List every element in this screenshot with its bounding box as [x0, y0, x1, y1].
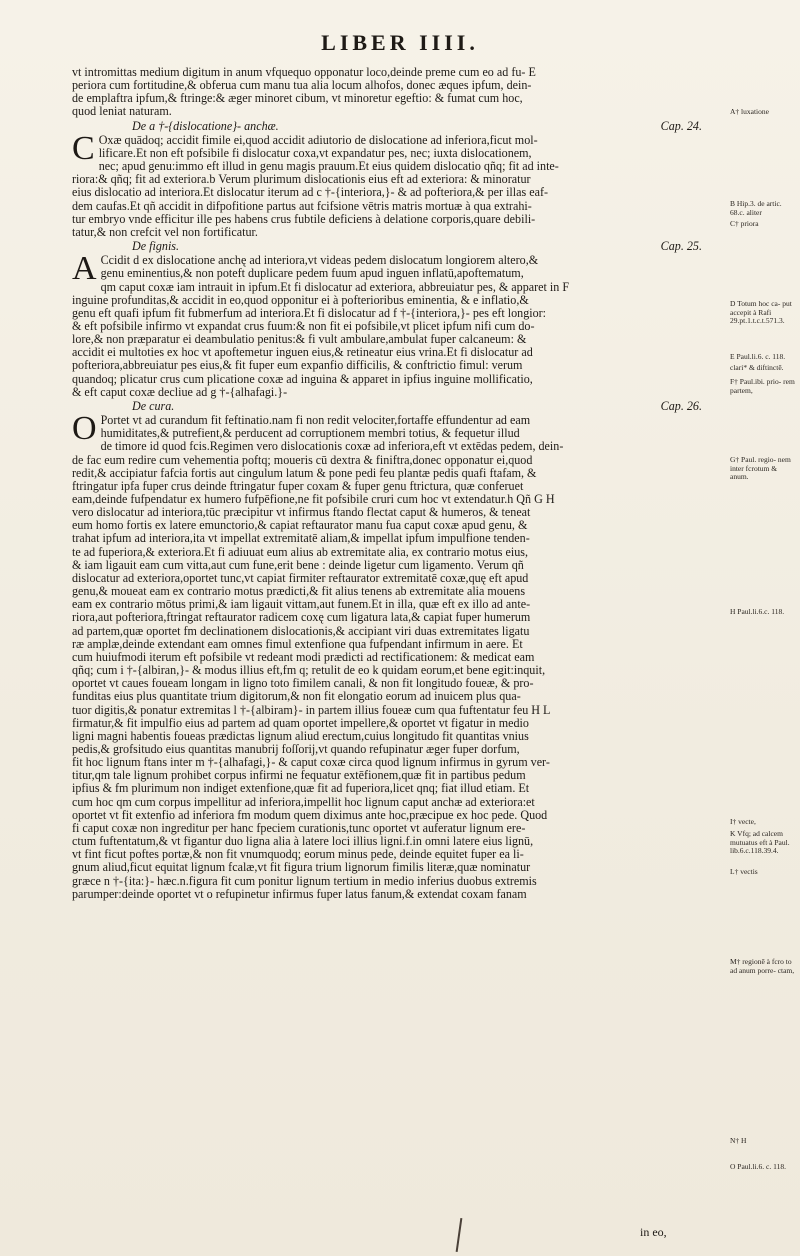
text-line: gnum aliud,ficut equitat lignum fcalæ,vt fit figura trium lignorum fimilis literæ,quæ nominatur: [72, 861, 531, 875]
text-line: eam,deinde fufpendatur ex humero fufpēfione,ne fit pofsibile cruri cum hoc vt extendatur.h Qñ G H: [72, 493, 555, 506]
text-line: fit hoc lignum ftans inter m †-{alhafagi,}- & caput coxæ circa quod lignum infirmus in gyrum ver-: [72, 756, 550, 770]
chapter-number: Cap. 26.: [660, 398, 702, 413]
text-line: riora:& qñq; fit ad exteriora.b Verum plurimum dislocationis eius eft ad exteriora: & minoratur: [72, 173, 531, 187]
text-line: dislocatur ad exteriora,oportet tunc,vt capiat firmiter reftaurator extremitatē coxæ,quę eft apud: [72, 571, 529, 585]
main-text-block: [72, 66, 720, 901]
catchword: in eo,: [640, 1225, 667, 1239]
text-line: eum homo fortis ex latere emunctorio,& capiat reftaurator manu fua caput coxæ apud genu, &: [72, 519, 528, 533]
text-line: pofteriora,abbreuiatur pes eius,& fit fuper eum expanfio difficilis, & conftrictio fimul: verum: [72, 359, 523, 373]
text-line: oportet vt fit extenfio ad inferiora fm modum quem diximus ante hoc,præcipue ex hoc pede. Quod: [72, 808, 548, 822]
text-line: te ad fuperiora,& exteriora.Et fi adiuuat eum alius ab extremitate alia, ex contrario motus eius,: [72, 545, 529, 559]
text-line: genu eft quafi ipfum fit fubmerfum ad interiora.Et fi dislocatur ad f †-{interiora,}- pes eft longior:: [72, 306, 547, 320]
drop-cap: A: [72, 250, 97, 288]
margin-note: D Totum hoc ca- put accepit à Rafi 29.pt.1.t.c.t.571.3.: [730, 299, 792, 325]
text-line: tur embryo vnde efficitur ille pes habens crus fubtile deficiens à delatione corporis,quare debili-: [72, 212, 536, 226]
chapter-number: Cap. 24.: [660, 118, 702, 133]
running-header: LIBER IIII.: [321, 30, 479, 55]
chapter-26-text: [72, 410, 720, 901]
drop-cap: O: [72, 410, 97, 448]
margin-note: clari* & diftinctē.: [730, 363, 784, 372]
text-line: inguine profunditas,& accidit in eo,quod opponitur ei à pofterioribus eminentia, & e inflatio,&: [72, 293, 529, 307]
margin-note: H Paul.li.6.c. 118.: [730, 607, 785, 616]
text-line: Ccidit d ex dislocatione anchę ad interiora,vt videas pedem dislocatum longiorem altero,&: [100, 254, 539, 268]
text-line: humiditates,& putrefient,& perducent ad corruptionem membri totius, & fequetur illud: [100, 427, 520, 441]
text-line: nec; apud genu:immo eft illud in genu magis prauum.Et eius quidem dislocatio qñq; fit ad inte-: [98, 160, 559, 174]
text-line: pedis,& grofsitudo eius quantitas manubrij foſſorij,vt quando refupinatur æger fuper dorfum,: [72, 742, 520, 756]
text-line: riora,aut pofteriora,ftringat reftaurator radicem coxę cum ligatura lata,& capiat fuper humerum: [72, 611, 531, 625]
chapter-title: De fignis.: [132, 239, 180, 254]
text-line: oportet vt caues foueam longam in ligno toto fimilem canali, & non fit longitudo foueæ, & pro-: [72, 677, 534, 691]
text-line: accidit ei multoties ex hoc vt apoftemetur inguen eius,& retineatur eius vrina.Et fi dislocatur ad: [72, 346, 533, 360]
margin-note: C† priora: [730, 219, 759, 228]
margin-note: F† Paul.ibi. prio- rem partem,: [730, 377, 795, 395]
text-line: qm caput coxæ iam intrauit in ipfum.Et fi dislocatur ad exteriora, abbreuiatur pes, & apparet in F: [100, 280, 570, 294]
bookmark-ribbon: [456, 1218, 463, 1252]
margin-note: A† luxatione: [730, 107, 769, 116]
margin-note: E Paul.li.6. c. 118.: [730, 352, 786, 361]
text-line: Oxæ quādoq; accidit fimile ei,quod accidit adiutorio de dislocatione ad inferiora,ficut mol-: [98, 133, 538, 147]
text-line: dem caufas.Et qñ accidit in difpofitione partus aut fcifsione vētris matris mortuæ à qua extrahi-: [72, 199, 532, 213]
text-line: Portet vt ad curandum fit feftinatio.nam fi non redit velociter,fortaffe effundentur ad eam: [100, 414, 531, 428]
text-line: de timore id quod fcis.Regimen vero dislocationis coxæ ad inferiora,eft vt extēdas pedem, dein-: [100, 440, 564, 454]
margin-note: K Vfq; ad calcem mutuatus eft à Paul. lib.6.c.118.39.4.: [730, 829, 790, 855]
text-line: qñq; cum i †-{albiran,}- & modus illius eft,fm q; retulit de eo k quidam eorum,et bene egit:inquit,: [72, 664, 546, 678]
text-line: & eft caput coxæ decliue ad g †-{alhafagi.}-: [72, 385, 288, 399]
chapter-title: De cura.: [132, 398, 175, 413]
text-line: funditas eius plus quantitate trium digitorum,& non fit elongatio eorum ad inuicem plus qua-: [72, 690, 521, 704]
margin-note: O Paul.li.6. c. 118.: [730, 1162, 786, 1171]
text-line: tuor digitis,& ponatur extremitas l †-{albiram}- in partem illius foueæ cum qua fuftentatur feu H L: [72, 703, 551, 717]
text-line: de fac eum redire cum vehementia poftq; moueris cū dextra & finiftra,donec opponatur ei,quod: [72, 453, 533, 467]
opening-paragraph: [72, 66, 720, 119]
text-line: fi caput coxæ non ingreditur per hanc fpeciem curationis,tunc oportet vt auferatur lignum ere-: [72, 821, 526, 835]
margin-note: N† H: [730, 1136, 747, 1145]
chapter-24-text: [72, 129, 720, 239]
text-line: ligni magni habentis foueas prædictas lignum aliud erectum,cuius longitudo fit quantitas vnius: [72, 729, 529, 743]
text-line: firmatur,& fit impulfio eius ad partem ad quam oportet impellere,& oportet vt figatur in medio: [72, 716, 529, 730]
text-line: cum hoc qm cum corpus impellitur ad inferiora,impellit hoc lignum caput anchæ ad exteriora:et: [72, 795, 535, 809]
text-line: eius dislocatio ad interiora.Et dislocatur iterum ad c †-{interiora,}- & ad pofteriora,& per illas eaf-: [72, 186, 549, 200]
margin-note: I† vecte,: [730, 817, 756, 826]
text-line: tatur,& non crefcit vel non fortificatur.: [72, 225, 258, 239]
chapter-26-heading: [72, 400, 720, 413]
text-line: cum huiufmodi iterum eft pofsibile vt redeant modi prædicti ad rectificationem: & medicat eam: [72, 650, 535, 664]
text-line: titur,qm tale lignum prohibet corpus infirmi ne fequatur extēfionem,quæ fit in partibus pedum: [72, 769, 526, 783]
margin-note: M† regionē à fcro to ad anum porre- ctam,: [730, 957, 795, 975]
margin-note: B Hip.3. de artic. 68.c. aliter: [730, 199, 782, 217]
margin-note: L† vectis: [730, 867, 758, 876]
text-line: & iam ligauit eam cum vitta,aut cum fune,erit bene : deinde ligetur cum ligamento. Verum qñ: [72, 558, 524, 572]
text-line: ipfius & fm plurimum non indiget extenfione,quæ fit ad fuperiora,licet qnq; fiat illud etiam. Et: [72, 782, 530, 796]
text-line: periora cum fortitudine,& obferua cum manu tua alia locum alhofos, donec æques ipfum, dein-: [72, 79, 532, 93]
chapter-title: De a †-{dislocatione}- anchæ.: [132, 118, 279, 133]
text-line: quandoq; plicatur crus cum plicatione coxæ ad inguina & apparet in ipfius inguine mollificatio,: [72, 372, 533, 386]
text-line: ræ amplæ,deinde extendant eam omnes fimul extenfione qua fufpendant infirmum in aere. Et: [72, 637, 523, 651]
text-line: ctum fuftentatum,& vt figantur duo ligna alia à latere loci illius ligni.f.in omni latere eius lignū,: [72, 835, 534, 849]
text-line: vt fint ficut poftes portæ,& non fit vnumquodq; eorum minus pede, deinde equitet fuper ea li-: [72, 848, 524, 862]
text-line: ftringatur ipfa fuper crus deinde ftringatur fuper coxam & fuper genu ftrictura, quæ conferuet: [72, 479, 524, 493]
text-line: vt intromittas medium digitum in anum vfquequo opponatur loco,deinde preme cum eo ad fu- E: [72, 66, 536, 79]
text-line: redit,& accipiatur fafcia fortis aut cingulum latum & pone pedi feu plantæ pedis quafi ftafam, &: [72, 466, 537, 480]
text-line: trahat ipfum ad interiora,ita vt impellat extremitatē aliam,& impellat ipfum impulfione tenden-: [72, 532, 530, 546]
text-line: de emplaftra ipfum,& ftringe:& æger minoret cibum, vt minoretur egeftio: & fumat cum hoc,: [72, 92, 523, 106]
drop-cap: C: [72, 129, 95, 167]
chapter-number: Cap. 25.: [660, 239, 702, 254]
chapter-25-text: [72, 250, 720, 399]
text-line: genu,& moueat eam ex contrario motus prædicti,& fit alius tenens ab extremitate alia mouens: [72, 585, 526, 599]
text-line: lificare.Et non eft pofsibile fi dislocatur coxa,vt expandatur pes, nec; iuxta dislocationem,: [98, 146, 532, 160]
text-line: genu eminentius,& non poteft duplicare pedem fuum apud inguen inflatū,apoftematum,: [100, 267, 524, 281]
chapter-24-heading: [72, 120, 720, 133]
text-line: & eft pofsibile infirmo vt expandat crus fuum:& non fit ei pofsibile,vt plicet ipfum nifi cum do-: [72, 319, 535, 333]
chapter-25-heading: [72, 240, 720, 253]
text-line: eam ex contrario mōtus primi,& iam ligauit vittam,aut funem.Et in illa, quæ eft ex illo ad ante-: [72, 598, 531, 612]
text-line: lore,& non præparatur ei deambulatio penitus:& fi vult ambulare,ambulat fuper calcaneum: &: [72, 333, 527, 347]
text-line: quod leniat naturam.: [72, 105, 172, 119]
text-line: græce n †-{ita:}- hæc.n.figura fit cum ponitur lignum tertium in medio inferius duobus extremis: [72, 874, 537, 888]
margin-note: G† Paul. regio- nem inter fcrotum & anum.: [730, 455, 791, 481]
text-line: ad partem,quæ oportet fm declinationem dislocationis,& accipiant viri duas extremitates ligatu: [72, 624, 530, 638]
text-line: vero dislocatur ad interiora,tūc præcipitur vt infirmus ftando flectat caput & humeros, & teneat: [72, 506, 531, 520]
text-line: parumper:deinde oportet vt o refupinetur infirmus fuper latus fanum,& extendat coxam fanam: [72, 887, 527, 901]
